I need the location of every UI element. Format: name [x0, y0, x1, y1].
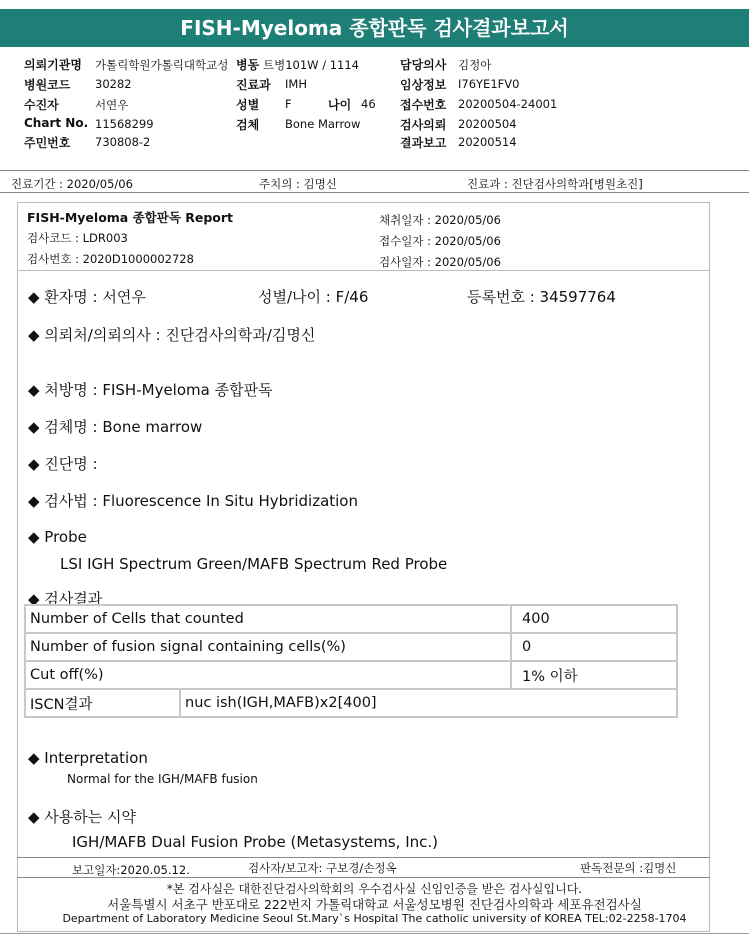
section-specimen: ◆ 검체명 : Bone marrow: [28, 418, 203, 436]
divider: [17, 877, 710, 878]
label-chart-no: Chart No.: [24, 116, 89, 130]
section-prescription: ◆ 처방명 : FISH-Myeloma 종합판독: [28, 381, 273, 399]
visit-period: 진료기간 : 2020/05/06: [11, 177, 133, 191]
reviewer: 판독전문의 :김명신: [580, 861, 677, 875]
label-receipt-number: 접수번호: [400, 98, 447, 112]
label-patient: 수진자: [24, 98, 59, 112]
result-label: Cut off(%): [25, 661, 511, 689]
value-receipt-number: 20200504-24001: [458, 97, 558, 111]
report-date: 보고일자:2020.05.12.: [72, 863, 190, 877]
section-referral: ◆ 의뢰처/의뢰의사 : 진단검사의학과/김명신: [28, 326, 316, 344]
label-ward: 병동: [236, 58, 260, 72]
value-department: IMH: [285, 77, 307, 91]
result-value: 1% 이하: [511, 661, 677, 689]
divider: [0, 192, 749, 193]
value-hospital-code: 30282: [95, 77, 132, 91]
table-row: [25, 605, 677, 633]
iscn-value: nuc ish(IGH,MAFB)x2[400]: [180, 689, 677, 717]
section-interpretation-value: Normal for the IGH/MAFB fusion: [67, 772, 258, 786]
page-title: FISH-Myeloma 종합판독 검사결과보고서: [180, 16, 569, 40]
label-resident-number: 주민번호: [24, 136, 71, 150]
table-row: [25, 689, 677, 717]
value-attending-doctor: 김정아: [458, 58, 492, 72]
table-row: [25, 661, 677, 689]
value-specimen: Bone Marrow: [285, 117, 361, 131]
section-reagent-value: IGH/MAFB Dual Fusion Probe (Metasystems, Inc.): [72, 833, 438, 851]
value-requesting-institution: 가톨릭학원가톨릭대학교성: [95, 58, 229, 72]
report-code: 검사코드 : LDR003: [27, 231, 128, 245]
test-date: 검사일자 : 2020/05/06: [379, 255, 501, 269]
section-reagent-label: ◆ 사용하는 시약: [28, 808, 137, 826]
patient-reg-no: 등록번호 : 34597764: [467, 288, 616, 306]
table-row: [25, 633, 677, 661]
label-age: 나이: [328, 98, 352, 112]
section-interpretation-label: ◆ Interpretation: [28, 749, 148, 767]
label-requesting-institution: 의뢰기관명: [24, 58, 82, 72]
result-table: [24, 604, 678, 718]
result-value: 0: [511, 633, 677, 661]
value-sex: F: [285, 97, 292, 111]
label-attending-doctor: 담당의사: [400, 58, 447, 72]
divider: [0, 933, 749, 934]
value-result-report: 20200514: [458, 135, 517, 149]
visit-department: 진료과 : 진단검사의학과[병원초진]: [467, 177, 643, 191]
value-resident-number: 730808-2: [95, 135, 151, 149]
value-test-request: 20200504: [458, 117, 517, 131]
label-clinical-info: 임상정보: [400, 78, 447, 92]
result-value: 400: [511, 605, 677, 633]
value-age: 46: [361, 97, 376, 111]
divider: [17, 270, 710, 271]
label-specimen: 검체: [236, 118, 260, 132]
label-sex: 성별: [236, 98, 260, 112]
receive-date: 접수일자 : 2020/05/06: [379, 234, 501, 248]
label-hospital-code: 병원코드: [24, 78, 71, 92]
value-patient: 서연우: [95, 98, 129, 112]
result-label: Number of fusion signal containing cells(%): [25, 633, 511, 661]
report-number: 검사번호 : 2020D1000002728: [27, 252, 194, 266]
testers: 검사자/보고자: 구보경/손정옥: [248, 861, 397, 875]
label-result-report: 결과보고: [400, 136, 447, 150]
divider: [17, 857, 710, 858]
result-label: Number of Cells that counted: [25, 605, 511, 633]
value-chart-no: 11568299: [95, 117, 154, 131]
department-english: Department of Laboratory Medicine Seoul St.Mary`s Hospital The catholic university of KOREA TEL:02-2258-1704: [62, 912, 687, 925]
report-name: FISH-Myeloma 종합판독 Report: [27, 210, 234, 225]
patient-sex-age: 성별/나이 : F/46: [258, 288, 369, 306]
collect-date: 채취일자 : 2020/05/06: [379, 213, 501, 227]
patient-name: ◆ 환자명 : 서연우: [28, 288, 146, 306]
address: 서울특별시 서초구 반포대로 222번지 가톨릭대학교 서울성모병원 진단검사의학과 세포유전검사실: [107, 897, 642, 912]
label-department: 진료과: [236, 78, 271, 92]
section-probe-label: ◆ Probe: [28, 528, 87, 546]
visit-doctor: 주치의 : 김명신: [259, 177, 337, 191]
section-diagnosis: ◆ 진단명 :: [28, 455, 98, 473]
value-ward: 트병101W / 1114: [263, 58, 359, 72]
section-method: ◆ 검사법 : Fluorescence In Situ Hybridization: [28, 492, 358, 510]
value-clinical-info: I76YE1FV0: [458, 77, 520, 91]
divider: [0, 170, 749, 171]
section-result-label: ◆ 검사결과: [28, 590, 103, 608]
section-probe-value: LSI IGH Spectrum Green/MAFB Spectrum Red Probe: [60, 555, 448, 573]
iscn-label: ISCN결과: [25, 689, 180, 717]
certification-note: *본 검사실은 대한진단검사의학회의 우수검사실 신임인증을 받은 검사실입니다.: [166, 882, 583, 896]
label-test-request: 검사의뢰: [400, 118, 447, 132]
